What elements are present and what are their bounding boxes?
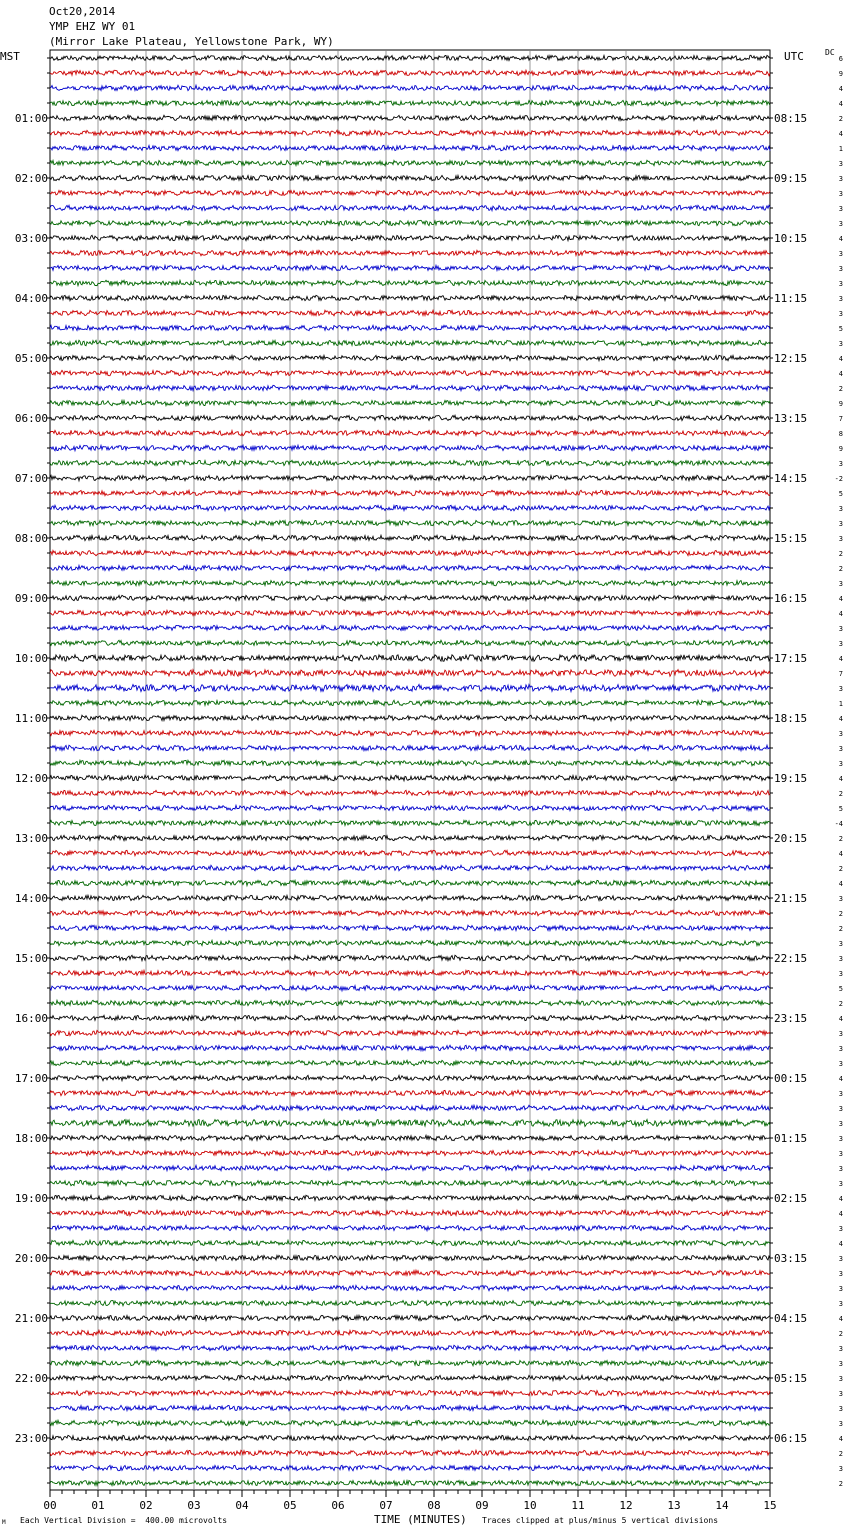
seismic-trace xyxy=(50,685,770,692)
right-hour-label: 18:15 xyxy=(774,712,808,725)
dc-offset-label: 7 xyxy=(838,415,843,423)
seismic-trace xyxy=(50,355,770,360)
seismic-trace xyxy=(50,955,770,960)
dc-offset-label: 3 xyxy=(838,1150,843,1158)
seismic-trace xyxy=(50,760,770,765)
seismic-trace xyxy=(50,490,770,495)
right-hour-label: 04:15 xyxy=(774,1312,808,1325)
corner-mark: M xyxy=(2,1519,6,1526)
right-hour-label: 16:15 xyxy=(774,592,808,605)
seismic-trace xyxy=(50,595,770,600)
seismic-trace xyxy=(50,1060,770,1065)
right-hour-label: 05:15 xyxy=(774,1372,808,1385)
left-hour-label: 08:00 xyxy=(14,532,48,545)
dc-offset-label: 3 xyxy=(838,295,843,303)
seismic-trace xyxy=(50,85,770,90)
seismic-trace xyxy=(50,460,770,465)
left-hour-label: 09:00 xyxy=(14,592,48,605)
dc-offset-label: 4 xyxy=(838,235,843,243)
right-hour-label: 09:15 xyxy=(774,172,808,185)
right-hour-label: 23:15 xyxy=(774,1012,808,1025)
seismic-trace xyxy=(50,670,770,677)
dc-offset-label: 3 xyxy=(838,175,843,183)
seismic-trace xyxy=(50,970,770,975)
seismic-trace xyxy=(50,505,770,510)
seismic-trace xyxy=(50,115,770,120)
dc-offset-label: 3 xyxy=(838,760,843,768)
seismic-trace xyxy=(50,325,770,330)
right-hour-label: 13:15 xyxy=(774,412,808,425)
dc-offset-label: 3 xyxy=(838,1045,843,1053)
seismic-trace xyxy=(50,1390,770,1395)
dc-offset-label: 4 xyxy=(838,130,843,138)
dc-offset-label: 2 xyxy=(838,925,843,933)
seismic-trace xyxy=(50,1270,770,1275)
dc-offset-label: 3 xyxy=(838,250,843,258)
dc-offset-label: 3 xyxy=(838,685,843,693)
dc-offset-label: 3 xyxy=(838,640,843,648)
dc-offset-label: 3 xyxy=(838,970,843,978)
dc-offset-label: -4 xyxy=(834,820,843,828)
location-label: (Mirror Lake Plateau, Yellowstone Park, WY) xyxy=(49,35,334,48)
dc-offset-label: 2 xyxy=(838,115,843,123)
right-hour-label: 21:15 xyxy=(774,892,808,905)
seismic-trace xyxy=(50,145,770,150)
right-hour-label: 14:15 xyxy=(774,472,808,485)
dc-offset-label: 3 xyxy=(838,625,843,633)
seismic-trace xyxy=(50,775,770,780)
dc-offset-label: 3 xyxy=(838,265,843,273)
right-hour-label: 12:15 xyxy=(774,352,808,365)
seismic-trace xyxy=(50,550,770,555)
seismic-trace xyxy=(50,385,770,390)
seismic-trace xyxy=(50,1150,770,1155)
dc-offset-label: 3 xyxy=(838,1060,843,1068)
seismic-trace xyxy=(50,430,770,435)
dc-offset-label: 3 xyxy=(838,580,843,588)
dc-offset-label: 4 xyxy=(838,1435,843,1443)
seismic-trace xyxy=(50,910,770,915)
dc-offset-label: 4 xyxy=(838,85,843,93)
dc-offset-label: 3 xyxy=(838,520,843,528)
seismic-trace xyxy=(50,1315,770,1320)
left-hour-label: 13:00 xyxy=(14,832,48,845)
seismic-trace xyxy=(50,820,770,825)
x-axis-title: TIME (MINUTES) xyxy=(374,1513,467,1526)
dc-offset-label: 5 xyxy=(838,490,843,498)
dc-offset-label: 3 xyxy=(838,1165,843,1173)
dc-offset-label: 3 xyxy=(838,1465,843,1473)
left-hour-label: 23:00 xyxy=(14,1432,48,1445)
x-tick-label: 13 xyxy=(667,1499,681,1512)
dc-offset-label: 3 xyxy=(838,1390,843,1398)
seismic-trace xyxy=(50,985,770,990)
x-tick-label: 08 xyxy=(427,1499,441,1512)
seismic-trace xyxy=(50,1165,770,1170)
dc-offset-label: 2 xyxy=(838,1330,843,1338)
dc-offset-label: 2 xyxy=(838,910,843,918)
left-hour-label: 02:00 xyxy=(14,172,48,185)
seismic-trace xyxy=(50,1360,770,1365)
seismic-trace xyxy=(50,100,770,105)
seismic-trace xyxy=(50,1375,770,1380)
dc-offset-label: 3 xyxy=(838,460,843,468)
seismic-trace xyxy=(50,940,770,945)
dc-offset-label: 3 xyxy=(838,955,843,963)
x-tick-label: 02 xyxy=(139,1499,153,1512)
station-label: YMP EHZ WY 01 xyxy=(49,20,136,33)
dc-offset-label: 3 xyxy=(838,1090,843,1098)
left-hour-label: 19:00 xyxy=(14,1192,48,1205)
dc-offset-label: 4 xyxy=(838,1210,843,1218)
seismic-trace xyxy=(50,310,770,315)
left-hour-label: 07:00 xyxy=(14,472,48,485)
dc-offset-label: 3 xyxy=(838,1285,843,1293)
seismic-trace xyxy=(50,1105,770,1110)
right-hour-label: 10:15 xyxy=(774,232,808,245)
dc-offset-label: 4 xyxy=(838,610,843,618)
x-tick-label: 14 xyxy=(715,1499,729,1512)
right-hour-label: 19:15 xyxy=(774,772,808,785)
left-hour-label: 15:00 xyxy=(14,952,48,965)
dc-offset-label: 5 xyxy=(838,985,843,993)
date-label: Oct20,2014 xyxy=(49,5,116,18)
left-hour-label: 06:00 xyxy=(14,412,48,425)
dc-offset-label: 3 xyxy=(838,1345,843,1353)
dc-offset-label: 3 xyxy=(838,1300,843,1308)
dc-offset-label: 3 xyxy=(838,940,843,948)
dc-offset-label: 2 xyxy=(838,1000,843,1008)
x-tick-label: 03 xyxy=(187,1499,201,1512)
seismic-trace xyxy=(50,1180,770,1185)
dc-offset-label: 3 xyxy=(838,1375,843,1383)
dc-offset-label: 9 xyxy=(838,400,843,408)
seismic-trace xyxy=(50,265,770,270)
left-hour-label: 14:00 xyxy=(14,892,48,905)
x-tick-label: 12 xyxy=(619,1499,633,1512)
dc-offset-label: 2 xyxy=(838,1450,843,1458)
dc-offset-label: 4 xyxy=(838,655,843,663)
dc-offset-label: 4 xyxy=(838,100,843,108)
dc-offset-label: -2 xyxy=(834,475,843,483)
seismic-trace xyxy=(50,175,770,180)
seismic-trace xyxy=(50,1435,770,1440)
left-hour-label: 17:00 xyxy=(14,1072,48,1085)
seismic-trace xyxy=(50,1300,770,1305)
seismic-trace xyxy=(50,220,770,225)
seismic-trace xyxy=(50,640,770,645)
x-tick-label: 01 xyxy=(91,1499,105,1512)
seismic-trace xyxy=(50,370,770,375)
seismic-trace xyxy=(50,1000,770,1005)
dc-offset-label: 5 xyxy=(838,805,843,813)
clipping-note: Traces clipped at plus/minus 5 vertical divisions xyxy=(482,1516,719,1525)
seismic-trace xyxy=(50,1420,770,1425)
right-hour-label: 11:15 xyxy=(774,292,808,305)
seismic-trace xyxy=(50,1240,770,1245)
seismic-trace xyxy=(50,1120,770,1127)
left-hour-label: 20:00 xyxy=(14,1252,48,1265)
left-hour-label: 01:00 xyxy=(14,112,48,125)
seismic-trace xyxy=(50,1015,770,1020)
dc-offset-label: 3 xyxy=(838,1225,843,1233)
seismic-trace xyxy=(50,1045,770,1050)
seismic-trace xyxy=(50,700,770,705)
left-hour-label: 18:00 xyxy=(14,1132,48,1145)
seismic-trace xyxy=(50,805,770,810)
dc-offset-label: 3 xyxy=(838,340,843,348)
dc-offset-label: 2 xyxy=(838,865,843,873)
seismic-trace xyxy=(50,250,770,255)
seismic-trace xyxy=(50,880,770,885)
dc-offset-label: 3 xyxy=(838,535,843,543)
right-hour-label: 22:15 xyxy=(774,952,808,965)
dc-offset-label: 3 xyxy=(838,1105,843,1113)
dc-offset-label: 2 xyxy=(838,790,843,798)
left-hour-label: 22:00 xyxy=(14,1372,48,1385)
seismic-trace xyxy=(50,1255,770,1260)
seismic-trace xyxy=(50,280,770,285)
dc-offset-label: 4 xyxy=(838,775,843,783)
seismic-trace xyxy=(50,55,770,60)
seismic-trace xyxy=(50,445,770,450)
x-tick-label: 15 xyxy=(763,1499,777,1512)
seismic-trace xyxy=(50,715,770,720)
dc-offset-label: 6 xyxy=(838,55,843,63)
seismic-trace xyxy=(50,1405,770,1410)
left-hour-label: 16:00 xyxy=(14,1012,48,1025)
right-hour-label: 06:15 xyxy=(774,1432,808,1445)
seismic-trace xyxy=(50,1030,770,1035)
dc-offset-label: 3 xyxy=(838,220,843,228)
seismic-trace xyxy=(50,415,770,420)
x-tick-label: 09 xyxy=(475,1499,489,1512)
dc-column-label: DC xyxy=(825,48,835,57)
seismic-trace xyxy=(50,1210,770,1215)
right-hour-label: 03:15 xyxy=(774,1252,808,1265)
x-tick-label: 07 xyxy=(379,1499,393,1512)
right-hour-label: 17:15 xyxy=(774,652,808,665)
dc-offset-label: 4 xyxy=(838,880,843,888)
dc-offset-label: 7 xyxy=(838,670,843,678)
seismic-trace xyxy=(50,730,770,735)
seismic-trace xyxy=(50,565,770,570)
left-hour-label: 11:00 xyxy=(14,712,48,725)
seismic-trace xyxy=(50,475,770,480)
dc-offset-label: 3 xyxy=(838,730,843,738)
seismic-trace xyxy=(50,625,770,630)
dc-offset-label: 2 xyxy=(838,835,843,843)
dc-offset-label: 1 xyxy=(838,145,843,153)
left-hour-label: 05:00 xyxy=(14,352,48,365)
dc-offset-label: 3 xyxy=(838,745,843,753)
dc-offset-label: 3 xyxy=(838,1420,843,1428)
seismic-trace xyxy=(50,1465,770,1470)
seismic-trace xyxy=(50,400,770,405)
dc-offset-label: 8 xyxy=(838,430,843,438)
right-hour-label: 15:15 xyxy=(774,532,808,545)
seismic-trace xyxy=(50,1330,770,1335)
seismic-trace xyxy=(50,340,770,345)
dc-offset-label: 3 xyxy=(838,160,843,168)
dc-offset-label: 3 xyxy=(838,1405,843,1413)
seismic-trace xyxy=(50,925,770,930)
left-timezone-label: MST xyxy=(0,50,20,63)
seismic-trace xyxy=(50,160,770,165)
left-hour-label: 10:00 xyxy=(14,652,48,665)
dc-offset-label: 2 xyxy=(838,385,843,393)
dc-offset-label: 1 xyxy=(838,700,843,708)
right-hour-label: 08:15 xyxy=(774,112,808,125)
seismic-trace xyxy=(50,745,770,750)
left-hour-label: 12:00 xyxy=(14,772,48,785)
left-hour-label: 21:00 xyxy=(14,1312,48,1325)
x-tick-label: 06 xyxy=(331,1499,345,1512)
seismic-trace xyxy=(50,1285,770,1290)
dc-offset-label: 3 xyxy=(838,310,843,318)
x-tick-label: 04 xyxy=(235,1499,249,1512)
dc-offset-label: 4 xyxy=(838,1015,843,1023)
dc-offset-label: 3 xyxy=(838,1030,843,1038)
x-tick-label: 05 xyxy=(283,1499,297,1512)
dc-offset-label: 4 xyxy=(838,1075,843,1083)
dc-offset-label: 4 xyxy=(838,1240,843,1248)
dc-offset-label: 9 xyxy=(838,445,843,453)
seismic-trace xyxy=(50,1075,770,1080)
dc-offset-label: 4 xyxy=(838,370,843,378)
seismic-trace xyxy=(50,205,770,210)
dc-offset-label: 3 xyxy=(838,1270,843,1278)
dc-offset-label: 5 xyxy=(838,325,843,333)
left-hour-label: 03:00 xyxy=(14,232,48,245)
dc-offset-label: 3 xyxy=(838,1360,843,1368)
dc-offset-label: 4 xyxy=(838,595,843,603)
right-hour-label: 20:15 xyxy=(774,832,808,845)
right-hour-label: 00:15 xyxy=(774,1072,808,1085)
dc-offset-label: 3 xyxy=(838,190,843,198)
seismic-trace xyxy=(50,1450,770,1455)
right-hour-label: 02:15 xyxy=(774,1192,808,1205)
dc-offset-label: 3 xyxy=(838,1120,843,1128)
seismic-trace xyxy=(50,1090,770,1095)
dc-offset-label: 4 xyxy=(838,850,843,858)
seismic-trace xyxy=(50,295,770,300)
seismic-trace xyxy=(50,580,770,585)
dc-offset-label: 4 xyxy=(838,355,843,363)
seismic-trace xyxy=(50,1135,770,1140)
seismic-trace xyxy=(50,1345,770,1350)
vertical-division-note: Each Vertical Division = 400.00 microvolts xyxy=(20,1516,228,1525)
seismic-trace xyxy=(50,655,770,662)
seismic-trace xyxy=(50,850,770,855)
dc-offset-label: 2 xyxy=(838,565,843,573)
seismic-trace xyxy=(50,130,770,135)
dc-offset-label: 9 xyxy=(838,70,843,78)
dc-offset-label: 3 xyxy=(838,205,843,213)
dc-offset-label: 3 xyxy=(838,1180,843,1188)
seismic-trace xyxy=(50,610,770,615)
seismic-trace xyxy=(50,1480,770,1485)
dc-offset-label: 3 xyxy=(838,280,843,288)
seismic-trace xyxy=(50,70,770,75)
dc-offset-label: 3 xyxy=(838,895,843,903)
seismic-trace xyxy=(50,520,770,525)
dc-offset-label: 4 xyxy=(838,1195,843,1203)
x-tick-label: 00 xyxy=(43,1499,57,1512)
right-timezone-label: UTC xyxy=(784,50,804,63)
dc-offset-label: 4 xyxy=(838,715,843,723)
seismic-trace xyxy=(50,1195,770,1200)
x-tick-label: 10 xyxy=(523,1499,537,1512)
seismic-trace xyxy=(50,790,770,795)
seismic-trace xyxy=(50,235,770,240)
dc-offset-label: 2 xyxy=(838,550,843,558)
dc-offset-label: 3 xyxy=(838,1255,843,1263)
dc-offset-label: 3 xyxy=(838,505,843,513)
dc-offset-label: 4 xyxy=(838,1315,843,1323)
dc-offset-label: 2 xyxy=(838,1480,843,1488)
left-hour-label: 04:00 xyxy=(14,292,48,305)
right-hour-label: 01:15 xyxy=(774,1132,808,1145)
seismic-trace xyxy=(50,835,770,840)
seismic-trace xyxy=(50,865,770,870)
seismic-trace xyxy=(50,535,770,540)
seismic-trace xyxy=(50,190,770,195)
dc-offset-label: 3 xyxy=(838,1135,843,1143)
x-tick-label: 11 xyxy=(571,1499,585,1512)
seismic-trace xyxy=(50,1225,770,1230)
seismic-trace xyxy=(50,895,770,900)
